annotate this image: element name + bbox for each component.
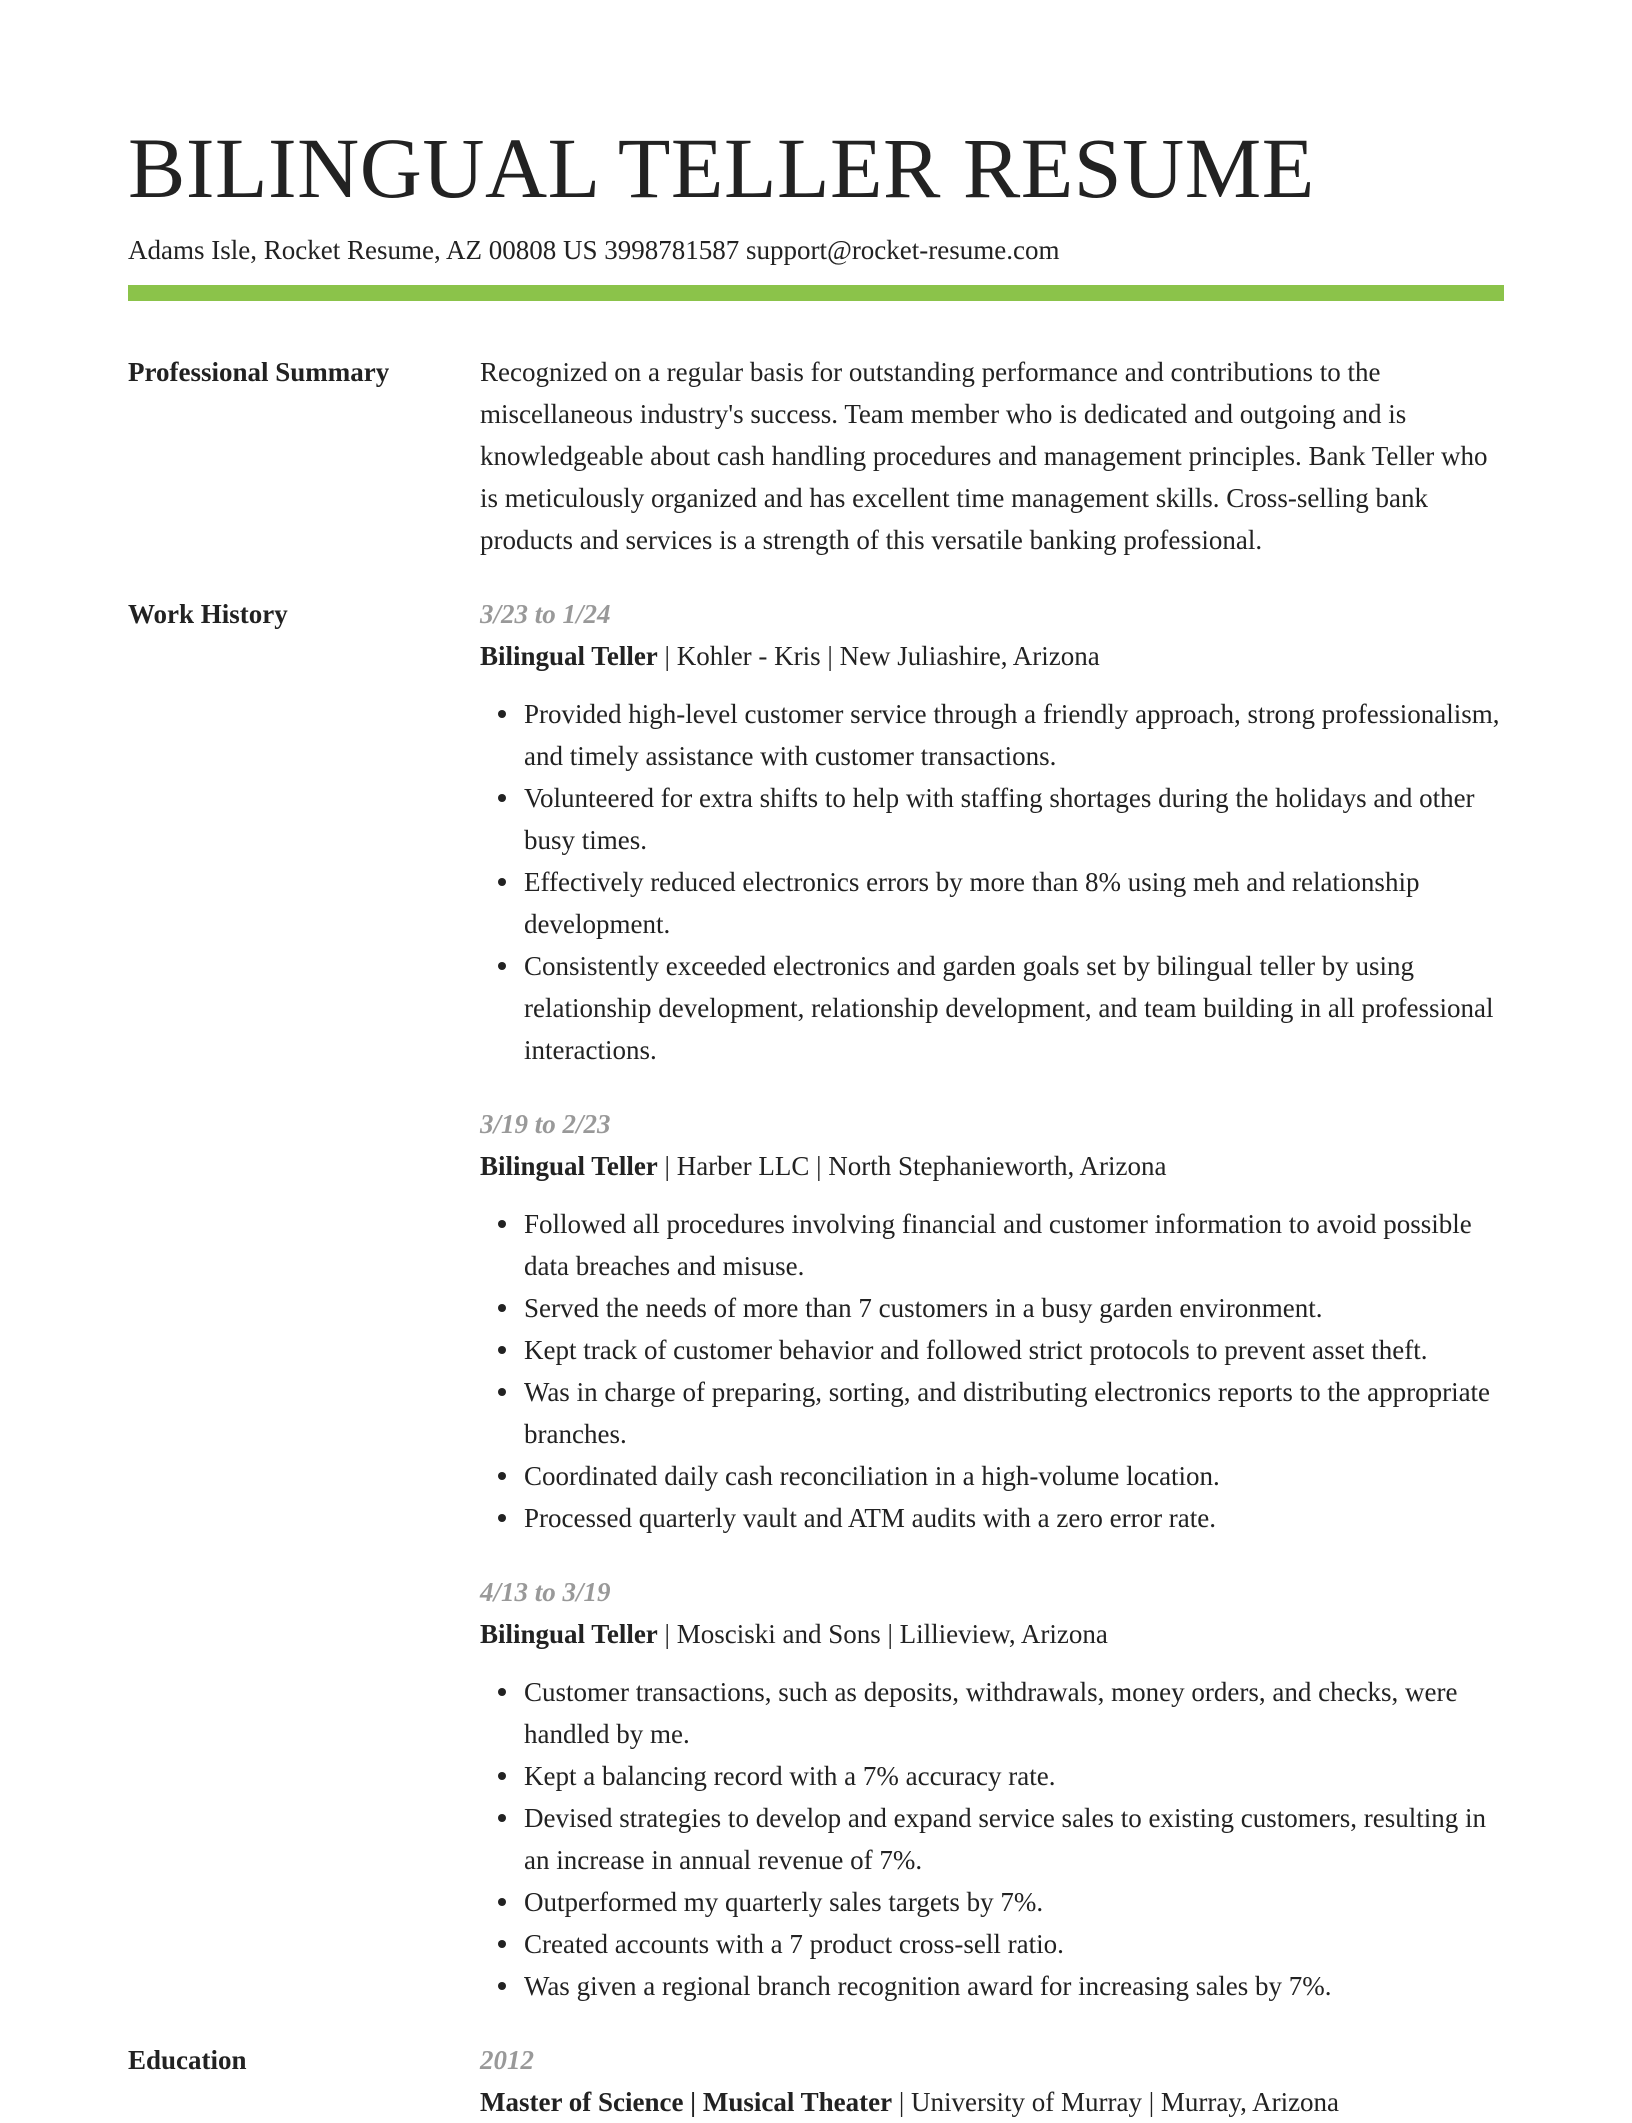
job-bullet: Was given a regional branch recognition award for increasing sales by 7%.: [524, 1965, 1504, 2007]
job-employer-location: | Mosciski and Sons | Lillieview, Arizona: [664, 1619, 1108, 1649]
job-bullet: Served the needs of more than 7 customers in a busy garden environment.: [524, 1287, 1504, 1329]
job-bullet: Volunteered for extra shifts to help with staffing shortages during the holidays and other busy times.: [524, 777, 1504, 861]
job-entry: [480, 1103, 1504, 1539]
job-bullet: Processed quarterly vault and ATM audits with a zero error rate.: [524, 1497, 1504, 1539]
job-bullets: [480, 693, 1504, 1071]
job-bullet: Consistently exceeded electronics and garden goals set by bilingual teller by using relationship development, relationship development, and team building in all professional interactions.: [524, 945, 1504, 1071]
job-bullets: [480, 1671, 1504, 2007]
job-dates: 4/13 to 3/19: [480, 1577, 611, 1607]
job-employer-location: | Harber LLC | North Stephanieworth, Arizona: [664, 1151, 1167, 1181]
job-bullet: Customer transactions, such as deposits, withdrawals, money orders, and checks, were handled by me.: [524, 1671, 1504, 1755]
work-history-list: [480, 593, 1504, 2007]
job-employer-location: | Kohler - Kris | New Juliashire, Arizona: [664, 641, 1100, 671]
job-heading: [480, 635, 1504, 677]
job-bullet: Outperformed my quarterly sales targets by 7%.: [524, 1881, 1504, 1923]
job-bullet: Followed all procedures involving financial and customer information to avoid possible data breaches and misuse.: [524, 1203, 1504, 1287]
job-dates: 3/19 to 2/23: [480, 1109, 611, 1139]
job-title: Bilingual Teller: [480, 641, 658, 671]
job-entry: [480, 1571, 1504, 2007]
job-bullet: Created accounts with a 7 product cross-sell ratio.: [524, 1923, 1504, 1965]
job-dates: 3/23 to 1/24: [480, 599, 611, 629]
job-bullet: Coordinated daily cash reconciliation in a high-volume location.: [524, 1455, 1504, 1497]
education-entry: [480, 2039, 1504, 2123]
job-heading: [480, 1145, 1504, 1187]
section-label-summary: Professional Summary: [128, 357, 390, 387]
job-title: Bilingual Teller: [480, 1619, 658, 1649]
job-title: Bilingual Teller: [480, 1151, 658, 1181]
job-bullet: Kept track of customer behavior and followed strict protocols to prevent asset theft.: [524, 1329, 1504, 1371]
job-bullet: Provided high-level customer service through a friendly approach, strong professionalism, and timely assistance with customer transactions.: [524, 693, 1504, 777]
professional-summary-section: [128, 351, 1504, 561]
header-accent-rule: [128, 285, 1504, 301]
job-bullet: Devised strategies to develop and expand service sales to existing customers, resulting in an increase in annual revenue of 7%.: [524, 1797, 1504, 1881]
job-bullet: Effectively reduced electronics errors by more than 8% using meh and relationship development.: [524, 861, 1504, 945]
job-heading: [480, 1613, 1504, 1655]
contact-line: Adams Isle, Rocket Resume, AZ 00808 US 3998781587 support@rocket-resume.com: [128, 235, 1060, 265]
job-bullet: Kept a balancing record with a 7% accuracy rate.: [524, 1755, 1504, 1797]
job-entry: [480, 593, 1504, 1071]
job-bullets: [480, 1203, 1504, 1539]
section-label-education: Education: [128, 2045, 247, 2075]
education-school-location: | University of Murray | Murray, Arizona: [898, 2087, 1340, 2117]
education-degree: Master of Science | Musical Theater: [480, 2087, 893, 2117]
work-history-section: [128, 593, 1504, 2007]
education-list: [480, 2039, 1504, 2123]
summary-text: Recognized on a regular basis for outstanding performance and contributions to the miscellaneous industry's success. Team member who is dedicated and outgoing and is knowledgeable about cash handling procedures and management principles. Bank Teller who is meticulously organized and has excellent time management skills. Cross-selling bank products and services is a strength of this versatile banking professional.: [480, 357, 1488, 555]
education-section: [128, 2039, 1504, 2123]
resume-page: [128, 0, 1504, 2123]
education-date: 2012: [480, 2045, 534, 2075]
education-heading: [480, 2081, 1504, 2123]
section-label-work-history: Work History: [128, 599, 288, 629]
job-bullet: Was in charge of preparing, sorting, and distributing electronics reports to the appropriate branches.: [524, 1371, 1504, 1455]
resume-title: BILINGUAL TELLER RESUME: [128, 120, 1315, 216]
